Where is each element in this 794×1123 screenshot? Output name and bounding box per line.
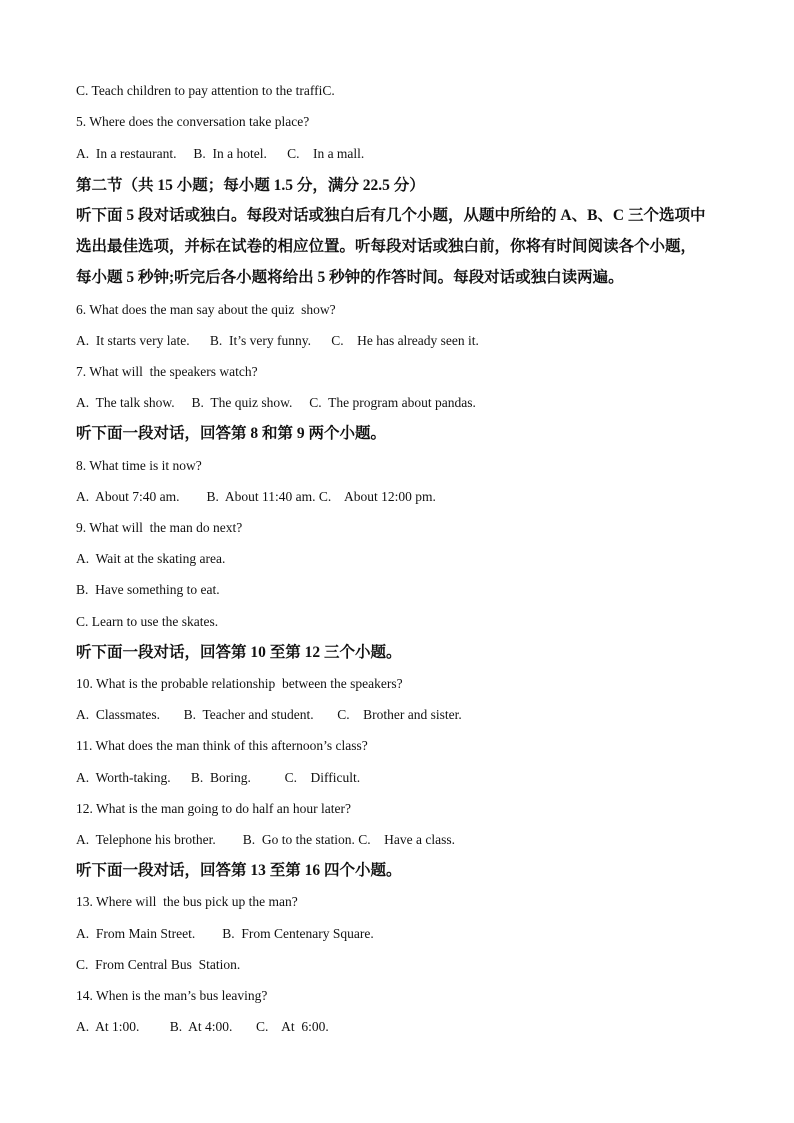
option-line: C. From Central Bus Station. <box>76 957 241 972</box>
option-line: A. From Main Street. B. From Centenary Square. <box>76 926 374 941</box>
question-line: 6. What does the man say about the quiz show? <box>76 302 336 317</box>
question-line: 14. When is the man’s bus leaving? <box>76 988 268 1003</box>
question-line: 8. What time is it now? <box>76 458 202 473</box>
question-line: 13. Where will the bus pick up the man? <box>76 894 298 909</box>
question-line: 9. What will the man do next? <box>76 520 243 535</box>
option-line: C. Teach children to pay attention to the traffiC. <box>76 83 335 98</box>
subsection-heading: 听下面一段对话，回答第 13 至第 16 四个小题。 <box>76 862 402 879</box>
instruction-line: 每小题 5 秒钟;听完后各小题将给出 5 秒钟的作答时间。每段对话或独白读两遍。 <box>76 269 624 286</box>
question-line: 10. What is the probable relationship between the speakers? <box>76 676 403 691</box>
option-line: A. Classmates. B. Teacher and student. C. Brother and sister. <box>76 707 462 722</box>
option-line: B. Have something to eat. <box>76 582 220 597</box>
question-line: 11. What does the man think of this afternoon’s class? <box>76 738 368 753</box>
option-line: A. It starts very late. B. It’s very funny. C. He has already seen it. <box>76 333 479 348</box>
question-line: 5. Where does the conversation take place? <box>76 114 310 129</box>
option-line: A. The talk show. B. The quiz show. C. The program about pandas. <box>76 395 476 410</box>
option-line: A. Telephone his brother. B. Go to the station. C. Have a class. <box>76 832 455 847</box>
instruction-line: 选出最佳选项，并标在试卷的相应位置。听每段对话或独白前，你将有时间阅读各个小题， <box>76 238 697 255</box>
question-line: 12. What is the man going to do half an hour later? <box>76 801 351 816</box>
subsection-heading: 听下面一段对话，回答第 8 和第 9 两个小题。 <box>76 425 387 442</box>
option-line: A. Wait at the skating area. <box>76 551 226 566</box>
option-line: A. In a restaurant. B. In a hotel. C. In a mall. <box>76 146 365 161</box>
option-line: A. About 7:40 am. B. About 11:40 am. C. About 12:00 pm. <box>76 489 436 504</box>
subsection-heading: 听下面一段对话，回答第 10 至第 12 三个小题。 <box>76 644 402 661</box>
option-line: C. Learn to use the skates. <box>76 614 219 629</box>
question-line: 7. What will the speakers watch? <box>76 364 258 379</box>
instruction-line: 听下面 5 段对话或独白。每段对话或独白后有几个小题，从题中所给的 A、B、C 三个选项中 <box>76 207 706 224</box>
section-heading: 第二节（共 15 小题；每小题 1.5 分，满分 22.5 分） <box>76 177 425 194</box>
option-line: A. Worth-taking. B. Boring. C. Difficult. <box>76 770 361 785</box>
option-line: A. At 1:00. B. At 4:00. C. At 6:00. <box>76 1019 329 1034</box>
